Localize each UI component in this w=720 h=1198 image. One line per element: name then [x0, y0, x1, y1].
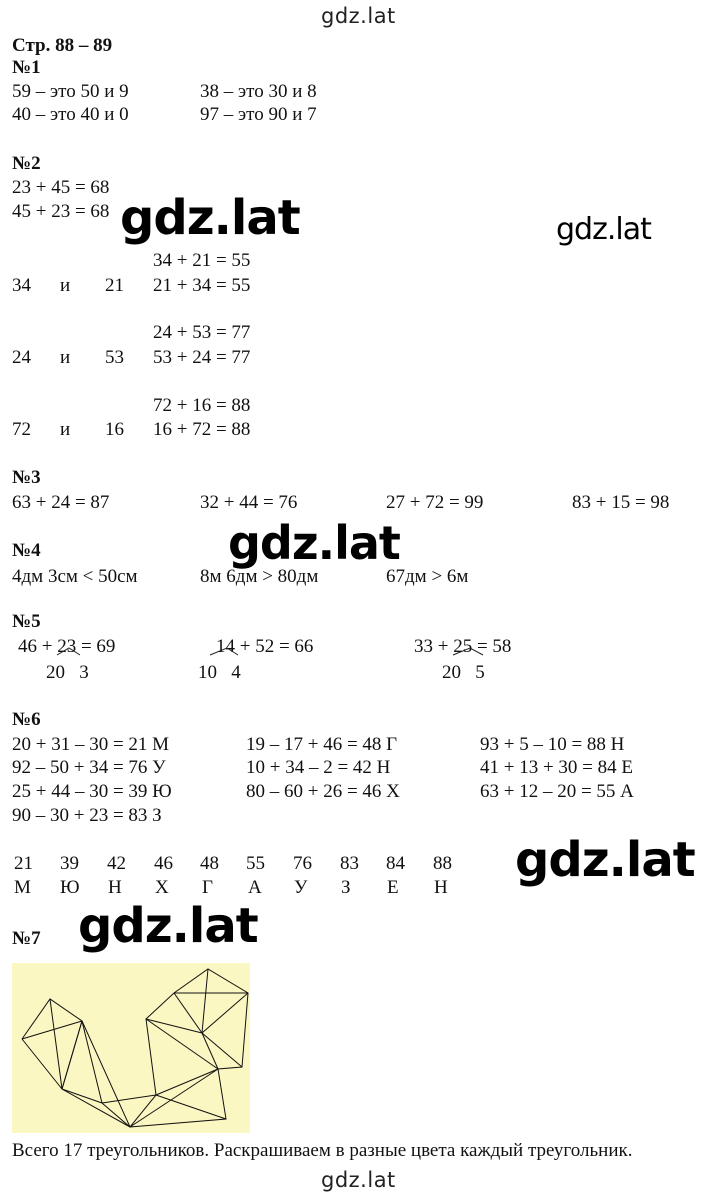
- ex6-expr: 63 + 12 – 20 = 55 А: [480, 781, 634, 802]
- ex6-letter: Ю: [60, 877, 80, 898]
- ex6-expr: 90 – 30 + 23 = 83 З: [12, 805, 162, 826]
- ex1-line: 97 – это 90 и 7: [200, 104, 317, 125]
- ex4-item: 4дм 3см < 50см: [12, 566, 138, 587]
- ex2-group-b: 16: [105, 419, 124, 440]
- watermark-large: gdz.lat: [515, 832, 695, 888]
- ex3-item: 27 + 72 = 99: [386, 492, 484, 513]
- ex6-number: 39: [60, 853, 79, 874]
- watermark-bottom: gdz.lat: [321, 1168, 396, 1192]
- ex2-group-eq1: 34 + 21 = 55: [153, 250, 251, 271]
- ex6-letter: А: [248, 877, 262, 898]
- triangles-figure: [12, 963, 250, 1133]
- figure-diagonal: [130, 1069, 218, 1127]
- ex5-equation: 46 + 23 = 69: [18, 636, 116, 657]
- ex5-equation: 33 + 25 = 58: [414, 636, 512, 657]
- ex6-number: 76: [293, 853, 312, 874]
- branch-mark: [453, 648, 483, 655]
- figure-diagonal: [156, 1095, 226, 1119]
- ex3-item: 63 + 24 = 87: [12, 492, 110, 513]
- figure-diagonal: [102, 1103, 130, 1127]
- ex5-parts: 20 5: [442, 662, 485, 683]
- ex6-letter: Г: [202, 877, 213, 898]
- ex6-number: 83: [340, 853, 359, 874]
- ex4-item: 8м 6дм > 80дм: [200, 566, 319, 587]
- ex6-letter: М: [14, 877, 31, 898]
- ex4-item: 67дм > 6м: [386, 566, 469, 587]
- ex2-group-a: 72: [12, 419, 31, 440]
- ex2-group-eq1: 72 + 16 = 88: [153, 395, 251, 416]
- ex2-group-a: 34: [12, 275, 31, 296]
- ex6-number: 42: [107, 853, 126, 874]
- ex5-parts: 10 4: [198, 662, 241, 683]
- ex3-item: 32 + 44 = 76: [200, 492, 298, 513]
- ex6-title: №6: [12, 709, 41, 730]
- ex2-group-eq2: 21 + 34 = 55: [153, 275, 251, 296]
- ex1-line: 40 – это 40 и 0: [12, 104, 129, 125]
- ex6-number: 21: [14, 853, 33, 874]
- ex2-title: №2: [12, 153, 41, 174]
- figure-diagonal: [102, 1095, 156, 1103]
- watermark-large: gdz.lat: [228, 516, 400, 570]
- ex6-letter: Е: [387, 877, 399, 898]
- ex6-number: 84: [386, 853, 405, 874]
- ex2-line: 23 + 45 = 68: [12, 177, 110, 198]
- figure-diagonal: [62, 1021, 82, 1089]
- figure-diagonal: [82, 1021, 130, 1127]
- ex1-line: 38 – это 30 и 8: [200, 81, 317, 102]
- ex6-letter: Х: [155, 877, 169, 898]
- ex6-expr: 80 – 60 + 26 = 46 Х: [246, 781, 400, 802]
- ex6-expr: 19 – 17 + 46 = 48 Г: [246, 734, 398, 755]
- watermark-small: gdz.lat: [556, 212, 651, 247]
- ex2-group-a: 24: [12, 347, 31, 368]
- ex5-parts: 20 3: [46, 662, 89, 683]
- ex2-group-and: и: [60, 347, 71, 368]
- figure-diagonal: [202, 969, 208, 1033]
- branch-mark: [57, 648, 80, 655]
- ex2-group-and: и: [60, 419, 71, 440]
- figure-diagonal: [202, 993, 248, 1033]
- ex1-title: №1: [12, 57, 41, 78]
- ex2-group-and: и: [60, 275, 71, 296]
- ex6-letter: Н: [434, 877, 448, 898]
- ex5-title: №5: [12, 611, 41, 632]
- ex7-title: №7: [12, 928, 41, 949]
- triangles-figure-drawing: [12, 963, 250, 1133]
- page-header: Стр. 88 – 89: [12, 35, 113, 56]
- ex6-letter: У: [294, 877, 308, 898]
- figure-diagonal: [62, 1089, 102, 1103]
- ex6-expr: 20 + 31 – 30 = 21 М: [12, 734, 170, 755]
- ex6-number: 46: [154, 853, 173, 874]
- watermark-large: gdz.lat: [120, 190, 300, 246]
- ex1-line: 59 – это 50 и 9: [12, 81, 129, 102]
- ex2-group-eq2: 53 + 24 = 77: [153, 347, 251, 368]
- ex6-number: 88: [433, 853, 452, 874]
- figure-diagonal: [82, 1021, 102, 1103]
- ex2-group-eq1: 24 + 53 = 77: [153, 322, 251, 343]
- ex2-group-eq2: 16 + 72 = 88: [153, 419, 251, 440]
- ex4-title: №4: [12, 540, 41, 561]
- ex5-equation: 14 + 52 = 66: [216, 636, 314, 657]
- watermark-top: gdz.lat: [321, 4, 396, 28]
- ex6-expr: 10 + 34 – 2 = 42 Н: [246, 757, 391, 778]
- watermark-large: gdz.lat: [78, 898, 258, 954]
- ex7-caption: Всего 17 треугольников. Раскрашиваем в разные цвета каждый треугольник.: [12, 1140, 633, 1161]
- ex6-expr: 41 + 13 + 30 = 84 Е: [480, 757, 634, 778]
- ex2-group-b: 21: [105, 275, 124, 296]
- figure-diagonal: [156, 1069, 218, 1095]
- ex3-item: 83 + 15 = 98: [572, 492, 670, 513]
- ex6-letter: Н: [108, 877, 122, 898]
- branch-mark: [210, 648, 238, 655]
- ex6-expr: 93 + 5 – 10 = 88 Н: [480, 734, 625, 755]
- ex2-line: 45 + 23 = 68: [12, 201, 110, 222]
- ex3-title: №3: [12, 467, 41, 488]
- ex6-letter: З: [341, 877, 351, 898]
- ex6-number: 55: [246, 853, 265, 874]
- ex6-expr: 92 – 50 + 34 = 76 У: [12, 757, 166, 778]
- ex2-group-b: 53: [105, 347, 124, 368]
- ex6-expr: 25 + 44 – 30 = 39 Ю: [12, 781, 172, 802]
- figure-diagonal: [22, 1021, 82, 1039]
- ex6-number: 48: [200, 853, 219, 874]
